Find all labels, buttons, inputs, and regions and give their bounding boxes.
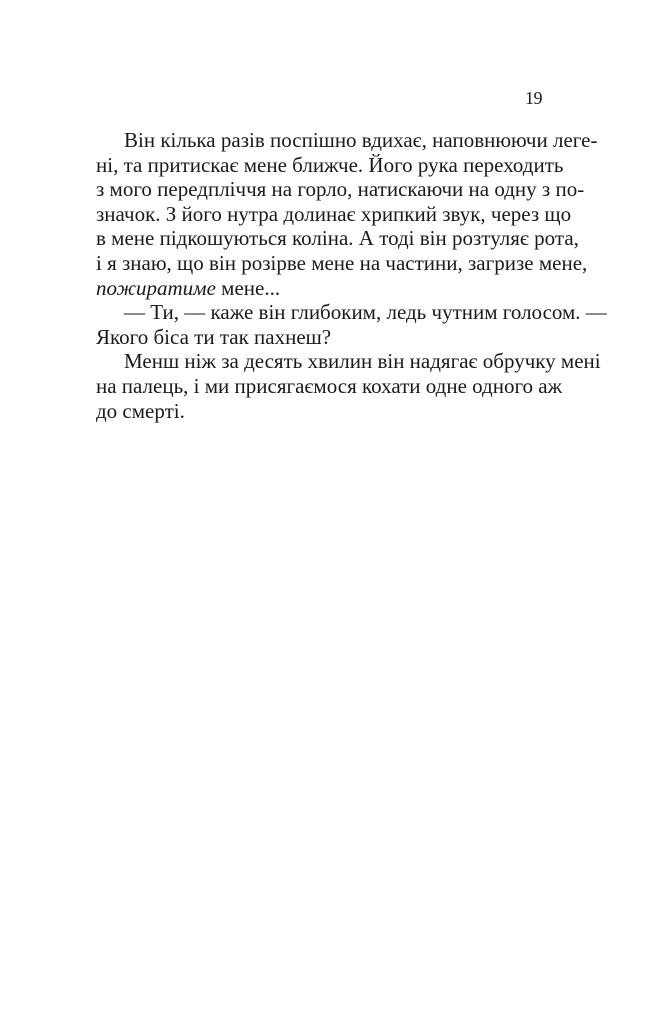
dialogue-line: Якого біса ти так пахнеш? — [96, 324, 332, 349]
paragraph-line: в мене підкошуються коліна. А тоді він розтуляє рота, — [96, 226, 579, 251]
page-number: 19 — [525, 88, 542, 108]
paragraph-line: значок. З його нутра долинає хрипкий звук, через що — [96, 201, 572, 226]
paragraph-3 — [96, 349, 601, 423]
body-text — [96, 128, 607, 423]
dialogue-line: — Ти, — каже він глибоким, ледь чутним голосом. — — [124, 300, 607, 325]
paragraph-line: ні, та притискає мене ближче. Його рука переходить — [96, 152, 564, 177]
emphasized-word: пожиратиме — [96, 275, 216, 300]
paragraph-line — [96, 276, 554, 301]
paragraph-line: Він кілька разів поспішно вдихає, наповнюючи леге- — [124, 128, 598, 152]
paragraph-line: на палець, і ми присягаємося кохати одне одного аж — [96, 373, 563, 398]
paragraph-line: до смерті. — [96, 398, 185, 423]
paragraph-line: Менш ніж за десять хвилин він надягає обручку мені — [124, 349, 601, 374]
paragraph-2 — [96, 300, 607, 349]
paragraph-1 — [96, 128, 598, 300]
paragraph-line: і я знаю, що він розірве мене на частини, загризе мене, — [96, 250, 588, 275]
paragraph-line-rest: мене... — [215, 275, 281, 300]
paragraph-line: з мого передпліччя на горло, натискаючи на одну з по- — [96, 177, 585, 202]
